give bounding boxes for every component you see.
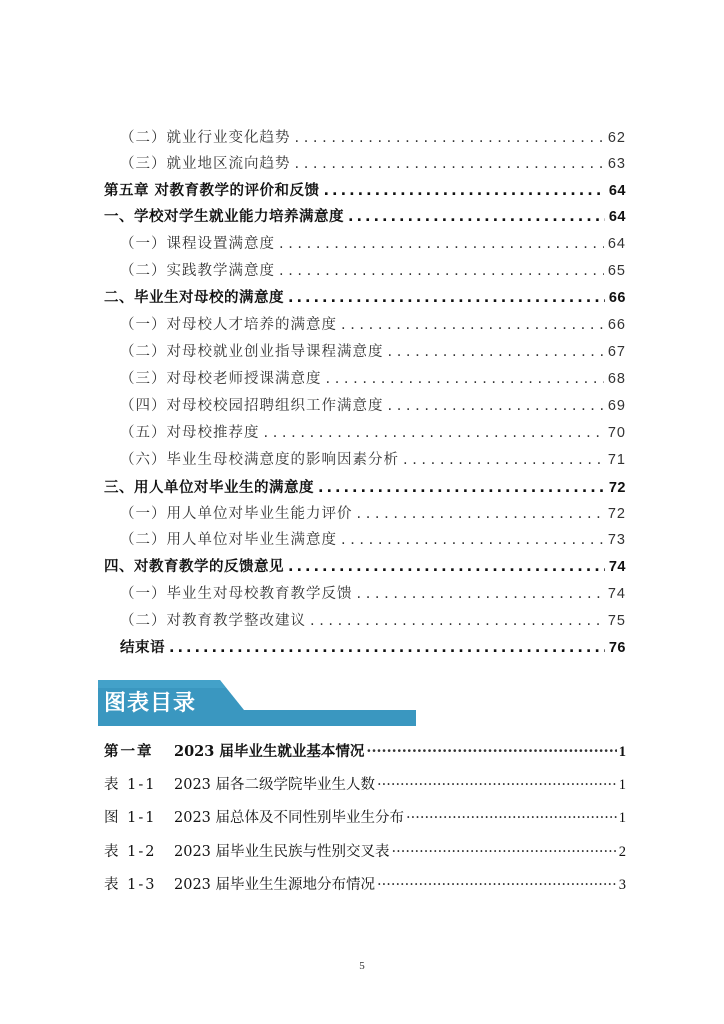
figure-index-entry[interactable] <box>104 808 626 828</box>
toc-entry-page: 64 <box>608 209 626 225</box>
toc-leader-dots <box>348 207 605 227</box>
toc-entry[interactable] <box>120 530 626 550</box>
toc-entry-label: （一）课程设置满意度 <box>120 236 275 252</box>
toc-entry-label: （二）实践教学满意度 <box>120 263 275 279</box>
toc-entry-page: 74 <box>607 586 626 602</box>
toc-entry[interactable] <box>104 557 626 577</box>
toc-entry[interactable] <box>120 261 626 281</box>
toc-entry-label: 三、用人单位对毕业生的满意度 <box>104 480 314 496</box>
toc-entry-label: 四、对教育教学的反馈意见 <box>104 559 284 575</box>
figure-entry-title: 2023 届毕业生民族与性别交叉表 <box>174 844 390 860</box>
toc-entry-page: 76 <box>608 640 626 656</box>
toc-entry-page: 74 <box>608 559 626 575</box>
figure-index-entry[interactable] <box>104 742 626 762</box>
toc-entry-label: （五）对母校推荐度 <box>120 425 260 441</box>
toc-leader-dots <box>341 530 604 550</box>
figure-leader-dots <box>366 742 616 762</box>
toc-entry-page: 63 <box>607 156 626 172</box>
toc-entry-label: 二、毕业生对母校的满意度 <box>104 290 284 306</box>
toc-leader-dots <box>279 261 604 281</box>
figure-entry-page: 1 <box>618 744 626 760</box>
toc-leader-dots <box>288 288 605 308</box>
toc-entry-page: 64 <box>607 236 626 252</box>
toc-entry[interactable] <box>104 478 626 498</box>
toc-leader-dots <box>357 504 604 524</box>
figure-entry-title: 2023 届毕业生就业基本情况 <box>174 743 365 760</box>
toc-leader-dots <box>357 584 604 604</box>
toc-entry[interactable] <box>120 504 626 524</box>
toc-entry-label: （二）用人单位对毕业生满意度 <box>120 532 337 548</box>
toc-leader-dots <box>295 154 604 174</box>
toc-entry-label: （一）对母校人才培养的满意度 <box>120 317 337 333</box>
toc-entry[interactable] <box>104 288 626 308</box>
figure-leader-dots <box>392 842 617 862</box>
toc-entry[interactable] <box>120 611 626 631</box>
toc-entry-page: 64 <box>608 183 626 199</box>
toc-entry-label: （二）就业行业变化趋势 <box>120 130 291 146</box>
toc-entry-page: 68 <box>607 371 626 387</box>
toc-entry[interactable] <box>120 584 626 604</box>
toc-entry-page: 62 <box>607 130 626 146</box>
toc-leader-dots <box>388 396 604 416</box>
toc-entry[interactable] <box>120 315 626 335</box>
toc-entry[interactable] <box>104 207 626 227</box>
toc-entry-label: （二）对教育教学整改建议 <box>120 613 306 629</box>
figure-index-entry[interactable] <box>104 842 626 862</box>
toc-entry-label: （六）毕业生母校满意度的影响因素分析 <box>120 452 399 468</box>
figure-entry-page: 2 <box>618 844 626 860</box>
toc-leader-dots <box>341 315 604 335</box>
toc-leader-dots <box>279 234 604 254</box>
figure-entry-number: 表 1-3 <box>104 877 157 893</box>
toc-entry-page: 66 <box>607 317 626 333</box>
toc-entry-label: 第五章 对教育教学的评价和反馈 <box>104 183 320 199</box>
figure-entry-page: 1 <box>618 777 626 793</box>
toc-entry-page: 71 <box>607 452 626 468</box>
figure-leader-dots <box>406 808 617 828</box>
toc-entry-page: 73 <box>607 532 626 548</box>
toc-leader-dots <box>318 478 605 498</box>
toc-entry-label: （三）就业地区流向趋势 <box>120 156 291 172</box>
toc-entry[interactable] <box>104 181 626 201</box>
toc-leader-dots <box>403 450 604 470</box>
toc-entry-page: 70 <box>607 425 626 441</box>
figure-entry-title: 2023 届毕业生生源地分布情况 <box>174 877 376 893</box>
figure-entry-number: 表 1-2 <box>104 844 157 860</box>
toc-entry-label: （四）对母校校园招聘组织工作满意度 <box>120 398 384 414</box>
toc-entry-label: （三）对母校老师授课满意度 <box>120 371 322 387</box>
toc-entry-page: 66 <box>608 290 626 306</box>
figure-entry-title: 2023 届总体及不同性别毕业生分布 <box>174 810 405 826</box>
toc-entry-label: 一、学校对学生就业能力培养满意度 <box>104 209 344 225</box>
figure-index-title: 图表目录 <box>104 691 197 716</box>
toc-entry-label: 结束语 <box>120 640 165 656</box>
toc-entry-page: 65 <box>607 263 626 279</box>
toc-entry[interactable] <box>120 638 626 658</box>
toc-entry[interactable] <box>120 396 626 416</box>
figure-index-entry[interactable] <box>104 775 626 795</box>
toc-leader-dots <box>295 128 604 148</box>
page-number: 5 <box>359 960 365 972</box>
toc-leader-dots <box>388 342 604 362</box>
figure-entry-number: 表 1-1 <box>104 777 157 793</box>
figure-entry-page: 1 <box>618 810 626 826</box>
toc-entry-page: 72 <box>608 480 626 496</box>
toc-entry-page: 72 <box>607 506 626 522</box>
figure-entry-title: 2023 届各二级学院毕业生人数 <box>174 777 376 793</box>
toc-entry[interactable] <box>120 423 626 443</box>
figure-entry-page: 3 <box>618 877 626 893</box>
figure-leader-dots <box>377 875 617 895</box>
toc-entry-label: （一）毕业生对母校教育教学反馈 <box>120 586 353 602</box>
toc-leader-dots <box>310 611 604 631</box>
toc-leader-dots <box>288 557 605 577</box>
figure-entry-number: 第一章 <box>104 743 154 760</box>
toc-entry[interactable] <box>120 342 626 362</box>
toc-entry[interactable] <box>120 234 626 254</box>
toc-entry-label: （二）对母校就业创业指导课程满意度 <box>120 344 384 360</box>
toc-entry[interactable] <box>120 369 626 389</box>
toc-entry-page: 67 <box>607 344 626 360</box>
toc-entry-page: 75 <box>607 613 626 629</box>
toc-entry[interactable] <box>120 128 626 148</box>
toc-entry-page: 69 <box>607 398 626 414</box>
toc-leader-dots <box>326 369 604 389</box>
toc-entry[interactable] <box>120 154 626 174</box>
toc-leader-dots <box>169 638 605 658</box>
toc-leader-dots <box>264 423 604 443</box>
toc-entry-label: （一）用人单位对毕业生能力评价 <box>120 506 353 522</box>
toc-entry[interactable] <box>120 450 626 470</box>
toc-leader-dots <box>324 181 605 201</box>
figure-entry-number: 图 1-1 <box>104 810 157 826</box>
figure-leader-dots <box>377 775 617 795</box>
figure-index-entry[interactable] <box>104 875 626 895</box>
